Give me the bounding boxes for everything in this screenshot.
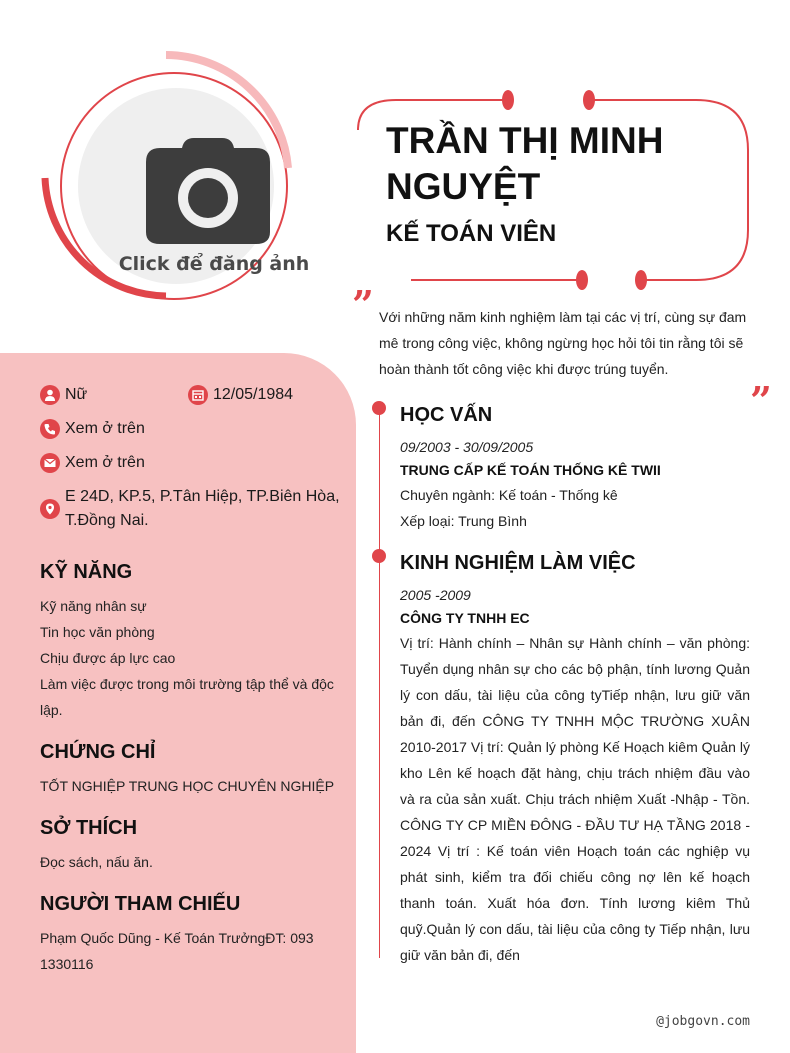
dob-value: 12/05/1984 xyxy=(213,386,294,403)
experience-marker xyxy=(372,549,386,563)
experience-company: CÔNG TY TNHH EC xyxy=(400,610,530,626)
gender-value: Nữ xyxy=(65,386,88,403)
reference-line: 1330116 xyxy=(40,956,94,972)
reference-line: Phạm Quốc Dũng - Kế Toán TrưởngĐT: 093 xyxy=(40,930,314,946)
references-title: NGƯỜI THAM CHIẾU xyxy=(40,893,241,915)
mail-icon xyxy=(40,453,60,473)
watermark: @jobgovn.com xyxy=(656,1014,750,1029)
experience-description: Vị trí: Hành chính – Nhân sự Hành chính – văn phòng: Tuyển dụng nhân sự cho các bộ phận, tính lương Quản lý con dấu, tài liệu của công tyTiếp nhận, lưu giữ văn bản đi, đến CÔNG TY TNHH MỘC TRƯỜNG XUÂN 2010-2017 Vị trí: Quản lý phòng Kế Hoạch kiêm Quản lý kho Lên kế hoạch đặt hàng, chịu trách nhiệm đầu vào và ra của sản xuất. Chịu trách nhiệm Xuất -Nhập - Tồn. CÔNG TY CP MIỀN ĐÔNG - ĐẦU TƯ HẠ TẦNG 2018 - 2024 Vị trí : Kế toán viên Hoạch toán các nghiệp vụ phát sinh, kiểm tra đối chiếu công nợ lên kế hoạch thanh toán. Xuất hóa đơn. Tính lương kiêm Thủ quỹ.Quản lý con dấu, tài liệu của công ty Tiếp nhận, lưu giữ văn bản đi, đến xyxy=(400,635,750,963)
timeline-line xyxy=(379,408,380,958)
email-value: Xem ở trên xyxy=(65,454,145,471)
person-icon xyxy=(40,385,60,405)
photo-placeholder[interactable] xyxy=(78,88,310,284)
left-panel xyxy=(0,353,356,1053)
address-line-2: T.Đồng Nai. xyxy=(65,512,149,529)
skill-item: Chịu được áp lực cao xyxy=(40,650,176,666)
experience-date: 2005 -2009 xyxy=(400,587,471,603)
phone-value: Xem ở trên xyxy=(65,420,145,437)
hobby-item: Đọc sách, nấu ăn. xyxy=(40,854,153,870)
experience-title: KINH NGHIỆM LÀM VIỆC xyxy=(400,552,636,574)
skill-item: lập. xyxy=(40,702,63,718)
education-title: HỌC VẤN xyxy=(400,404,493,426)
phone-icon xyxy=(40,419,60,439)
certificates-title: CHỨNG CHỈ xyxy=(40,741,156,763)
education-marker xyxy=(372,401,386,415)
skill-item: Kỹ năng nhân sự xyxy=(40,598,147,614)
job-title: KẾ TOÁN VIÊN xyxy=(386,220,557,247)
photo-upload-label[interactable]: Click để đăng ảnh xyxy=(118,253,310,275)
education-major: Chuyên ngành: Kế toán - Thống kê xyxy=(400,487,618,503)
location-pin-icon xyxy=(40,499,60,519)
calendar-icon xyxy=(188,385,208,405)
certificate-item: TỐT NGHIỆP TRUNG HỌC CHUYÊN NGHIỆP xyxy=(40,778,335,794)
camera-icon xyxy=(144,136,272,246)
hobbies-title: SỞ THÍCH xyxy=(40,817,138,839)
skills-title: KỸ NĂNG xyxy=(40,561,133,583)
quote-close-icon: ” xyxy=(750,378,772,423)
education-date: 09/2003 - 30/09/2005 xyxy=(400,439,534,455)
address-line-1: E 24D, KP.5, P.Tân Hiệp, TP.Biên Hòa, xyxy=(65,488,340,505)
candidate-name: TRẦN THỊ MINH NGUYỆT xyxy=(386,120,664,207)
education-school: TRUNG CẤP KẾ TOÁN THỐNG KÊ TWII xyxy=(400,462,661,478)
profile-photo[interactable] xyxy=(40,50,310,300)
skill-item: Tin học văn phòng xyxy=(40,624,155,640)
education-grade: Xếp loại: Trung Bình xyxy=(400,513,527,529)
quote-open-icon: ” xyxy=(352,282,374,327)
summary-text: Với những năm kinh nghiệm làm tại các vị trí, cùng sự đam mê trong công việc, không ngừng học hỏi tôi tin rằng tôi sẽ hoàn thành tốt công việc khi được trúng tuyển. xyxy=(379,309,747,377)
skill-item: Làm việc được trong môi trường tập thể và độc xyxy=(40,676,334,692)
